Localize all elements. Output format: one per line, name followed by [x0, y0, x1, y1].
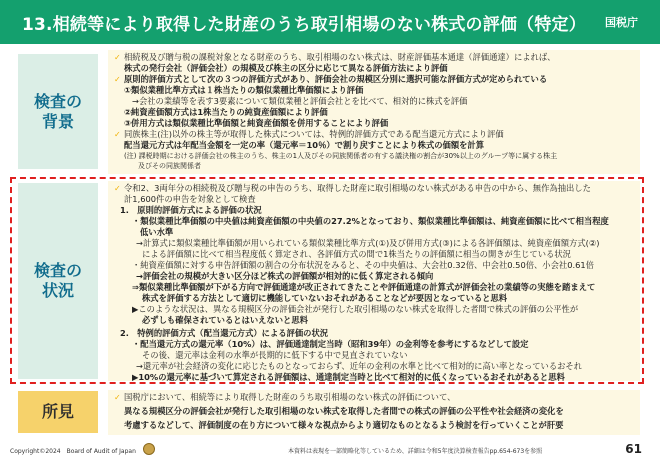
background-line-2: 株式の発行会社（評価会社）の規模及び株主の区分に応じて異なる評価方法により評価 [124, 63, 448, 73]
status-line-15: ・配当還元方式の還元率（10%）は、評価通達制定当時（昭和39年）の金利等を参考にするなどして設定 [132, 339, 529, 349]
status-line-6: →計算式に類似業種比準価額が用いられている類似業種比準方式(①)及び併用方式(③)による各評価額は、純資産価額方式(②) [136, 238, 600, 248]
status-line-8: ・純資産価額に対する申告評価額の割合の分布状況をみると、その中央値は、大会社0.32倍、中会社0.50倍、小会社0.61倍 [132, 260, 594, 270]
status-line-18: ▶10%の還元率に基づいて算定される評価額は、通達制定当時と比べて相対的に低くなっているおそれがあると思料 [132, 372, 565, 381]
page-number: 61 [625, 442, 642, 456]
findings-label-text: 所見 [41, 402, 74, 421]
background-line-4: ①類似業種比準方式は１株当たりの類似業種比準価額により評価 [124, 85, 364, 95]
status-line-9: →評価会社の規模が大きい区分ほど株式の評価額が相対的に低く算定される傾向 [136, 271, 434, 281]
copyright-text: Copyright©2024 Board of Audit of Japan [10, 448, 136, 455]
background-line-3: ✓ 原則的評価方式として次の３つの評価方式があり、評価会社の規模区分別に選択可能な評価方式が定められている [114, 74, 548, 84]
check-icon: ✓ [114, 53, 121, 62]
check-icon: ✓ [114, 184, 121, 193]
background-label-text: 検査の 背景 [33, 91, 82, 131]
status-heading-2: 2. 特例的評価方式（配当還元方式）による評価の状況 [120, 328, 329, 338]
status-line-1: ✓ 令和2、3両年分の相続税及び贈与税の申告のうち、取得した財産に取引相場のない株式がある申告の中から、無作為抽出した [114, 183, 591, 193]
check-icon: ✓ [114, 75, 121, 84]
background-note-1: (注) 課税時期における評価会社の株主のうち、株主の1人及びその同族関係者の有する議決権の割合が30%以上のグループ等に属する株主 [124, 152, 558, 160]
background-content-box [108, 50, 640, 174]
background-section-label [18, 54, 98, 169]
findings-line-1: ✓ 国税庁において、相続等により取得した財産のうち取引相場のない株式の評価について、 [114, 392, 456, 402]
status-line-11: 株式を評価する方法として適切に機能していないおそれがあることなどが要因となっていると思料 [142, 293, 508, 303]
background-line-1: ✓ 相続税及び贈与税の課税対象となる財産のうち、取引相場のない株式は、財産評価基本通達（評価通達）によれば、 [114, 52, 556, 62]
status-heading-1: 1. 原則的評価方式による評価の状況 [120, 205, 262, 215]
title-bar [0, 0, 660, 44]
status-line-16: その後、還元率は金利の水準が長期的に低下する中で見直されていない [142, 350, 408, 360]
footer-note: 本資料は表現を一部簡略化等しているため、詳細は令和5年度決算検査報告pp.654-673を参照 [288, 448, 543, 455]
background-line-6: ②純資産価額方式は1株当たりの純資産価額により評価 [124, 107, 328, 117]
findings-line-3: 考慮するなどして、評価制度の在り方について様々な視点からより適切なものとなるよう検討を行っていくことが肝要 [124, 420, 564, 430]
background-line-9: 配当還元方式は年配当金額を一定の率（還元率＝10％）で割り戻すことにより株式の価額を計算 [124, 140, 485, 150]
check-icon: ✓ [114, 130, 121, 139]
status-line-17: →還元率が社会経済の変化に応じたものとなっておらず、近年の金利の水準と比べて相対的に高い率となっているおそれ [136, 361, 583, 371]
footer [0, 440, 660, 462]
status-line-12: ▶このような状況は、異なる規模区分の評価会社が発行した取引相場のない株式を取得した者間で株式の評価の公平性が [132, 304, 579, 314]
background-line-7: ③併用方式は類似業種比準価額と純資産価額を併用することにより評価 [124, 118, 389, 128]
background-note-2: 及びその同族関係者 [138, 162, 201, 170]
check-icon: ✓ [114, 393, 121, 402]
status-line-7: による評価額に比べて相当程度低く算定され、各評価方式の間で1株当たりの評価額に相当の開きが生じている状況 [142, 249, 571, 259]
status-line-4: ・類似業種比準価額の中央値は純資産価額の中央値の27.2%となっており、類似業種比準価額は、純資産価額に比べて相当程度 [132, 216, 609, 226]
organization-label: 国税庁 [605, 16, 638, 29]
status-line-13: 必ずしも確保されているとはいえないと思料 [142, 315, 308, 325]
background-line-8: ✓ 同族株主(注)以外の株主等が取得した株式については、特例的評価方式である配当還元方式により評価 [114, 129, 504, 139]
findings-section-label [18, 391, 98, 433]
status-line-2: 計1,600件の申告を対象として検査 [124, 194, 256, 204]
status-line-5: 低い水準 [140, 227, 174, 237]
findings-content-box [108, 390, 640, 435]
background-line-5: →会社の業績等を表す3要素について類似業種と評価会社とを比べて、相対的に株式を評価 [132, 96, 468, 106]
highlight-dashed-frame [10, 177, 644, 384]
board-seal-icon [143, 443, 155, 455]
status-label-text: 検査の 状況 [33, 261, 82, 300]
findings-line-2: 異なる規模区分の評価会社が発行した取引相場のない株式を取得した者間での株式の評価の公平性や社会経済の変化を [124, 406, 564, 416]
slide-title: 13.相続等により取得した財産のうち取引相場のない株式の評価（特定） [22, 15, 586, 35]
status-line-10: ⇒類似業種比準価額が下がる方向で評価通達が改正されてきたことや評価通達の計算式が評価会社の業績等の実態を踏まえて [132, 282, 596, 292]
